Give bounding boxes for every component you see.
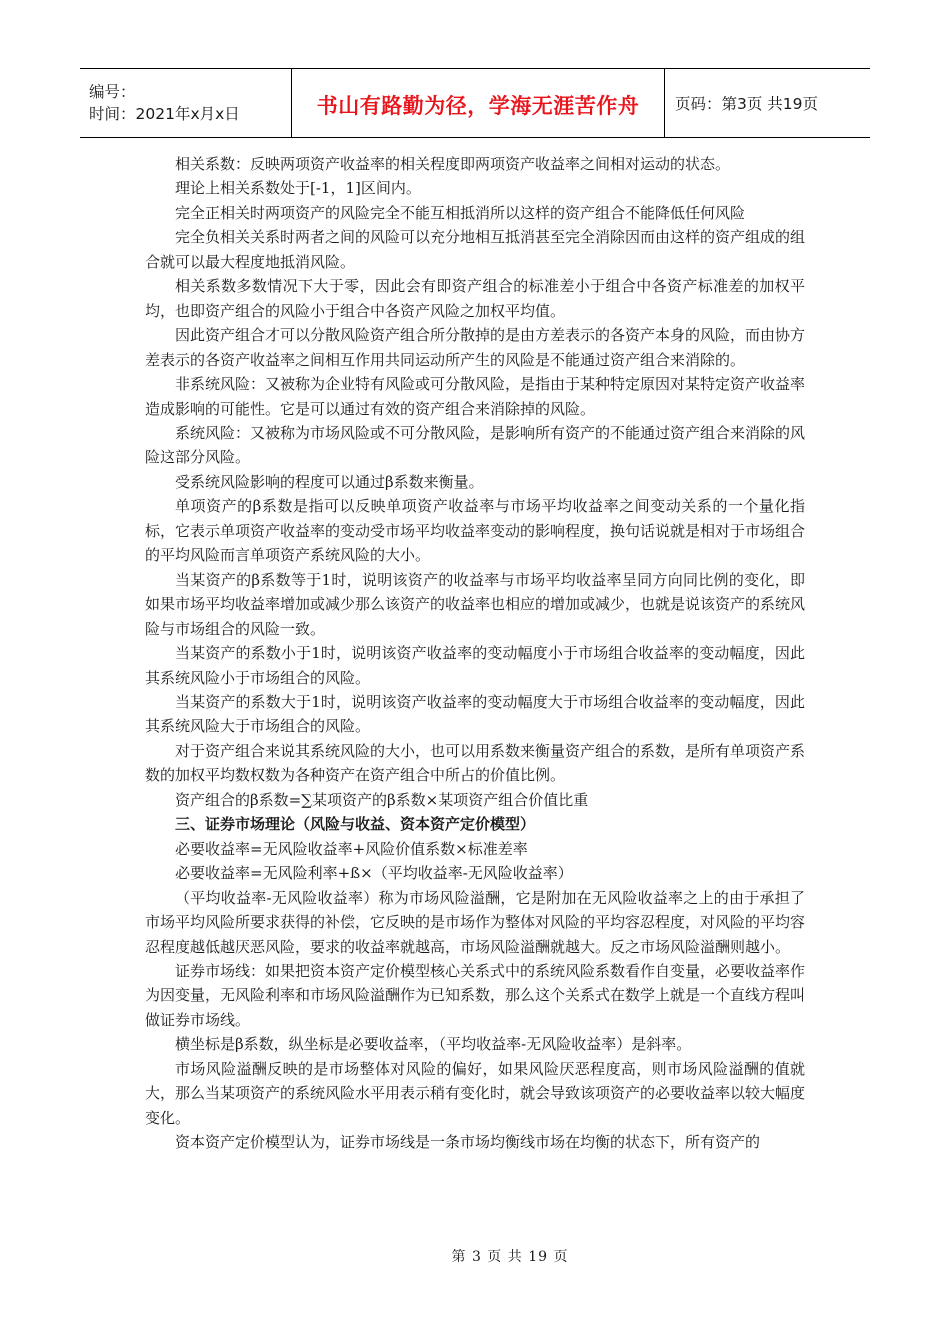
body-paragraph: 证券市场线：如果把资本资产定价模型核心关系式中的系统风险系数看作自变量，必要收益率作为因变量，无风险利率和市场风险溢酬作为已知系数，那么这个关系式在数学上就是一个直线方程叫做证券市场线。 <box>145 961 806 1029</box>
header-page-info: 页码：第3页 共19页 <box>675 95 819 113</box>
body-paragraph: 单项资产的β系数是指可以反映单项资产收益率与市场平均收益率之间变动关系的一个量化指标，它表示单项资产收益率的变动受市场平均收益率变动的影响程度，换句话说就是相对于市场组合的平均风险而言单项资产系统风险的大小。 <box>145 497 806 565</box>
body-paragraph: 横坐标是β系数，纵坐标是必要收益率，（平均收益率-无风险收益率）是斜率。 <box>175 1035 692 1054</box>
page-header <box>80 68 870 138</box>
body-paragraph: 相关系数多数情况下大于零，因此会有即资产组合的标准差小于组合中各资产标准差的加权平均，也即资产组合的风险小于组合中各资产风险之加权平均值。 <box>145 277 805 320</box>
date-label: 时间：2021年x月x日 <box>89 105 240 123</box>
footer-page-number: 第 3 页 共 19 页 <box>451 1249 569 1265</box>
body-paragraph: 当某资产的系数大于1时，说明该资产收益率的变动幅度大于市场组合收益率的变动幅度，因此其系统风险大于市场组合的风险。 <box>145 692 805 736</box>
body-paragraph: 当某资产的系数小于1时，说明该资产收益率的变动幅度小于市场组合收益率的变动幅度，因此其系统风险小于市场组合的风险。 <box>145 644 805 687</box>
body-paragraph: 系统风险：又被称为市场风险或不可分散风险，是影响所有资产的不能通过资产组合来消除的风险这部分风险。 <box>145 423 806 467</box>
body-paragraph: 相关系数：反映两项资产收益率的相关程度即两项资产收益率之间相对运动的状态。 <box>175 155 731 173</box>
body-paragraph: 资本资产定价模型认为，证券市场线是一条市场均衡线市场在均衡的状态下，所有资产的 <box>175 1133 761 1152</box>
body-paragraph: 因此资产组合才可以分散风险资产组合所分散掉的是由方差表示的各资产本身的风险，而由协方差表示的各资产收益率之间相互作用共同运动所产生的风险是不能通过资产组合来消除的。 <box>145 326 806 369</box>
document-body <box>145 152 805 1155</box>
body-paragraph: 当某资产的β系数等于1时，说明该资产的收益率与市场平均收益率呈同方向同比例的变化，即如果市场平均收益率增加或减少那么该资产的收益率也相应的增加或减少，也就是说该资产的系统风险与市场组合的风险一致。 <box>145 570 806 638</box>
header-motto-cell <box>292 69 665 137</box>
body-paragraph: 完全负相关关系时两者之间的风险可以充分地相互抵消甚至完全消除因而由这样的资产组成的组合就可以最大程度地抵消风险。 <box>145 228 806 271</box>
body-paragraph: 必要收益率=无风险收益率+风险价值系数×标准差率 <box>175 839 528 858</box>
body-paragraph: 非系统风险：又被称为企业特有风险或可分散风险，是指由于某种特定原因对某特定资产收益率造成影响的可能性。它是可以通过有效的资产组合来消除掉的风险。 <box>145 375 806 418</box>
page-footer <box>0 1246 950 1266</box>
body-paragraph: 完全正相关时两项资产的风险完全不能互相抵消所以这样的资产组合不能降低任何风险 <box>175 203 746 222</box>
body-paragraph: 市场风险溢酬反映的是市场整体对风险的偏好，如果风险厌恶程度高，则市场风险溢酬的值就大，那么当某项资产的系统风险水平用表示稍有变化时，就会导致该项资产的必要收益率以较大幅度变化。 <box>145 1059 806 1127</box>
section-heading: 三、证券市场理论（风险与收益、资本资产定价模型） <box>175 815 536 834</box>
body-paragraph: （平均收益率-无风险收益率）称为市场风险溢酬，它是附加在无风险收益率之上的由于承担了市场平均风险所要求获得的补偿，它反映的是市场作为整体对风险的平均容忍程度，对风险的平均容忍程度越低越厌恶风险，要求的收益率就越高，市场风险溢酬就越大。反之市场风险溢酬则越小。 <box>145 888 806 956</box>
body-paragraph: 资产组合的β系数=∑某项资产的β系数×某项资产组合价值比重 <box>175 790 589 809</box>
header-meta <box>80 69 292 137</box>
doc-number-label: 编号： <box>89 83 136 101</box>
body-paragraph: 理论上相关系数处于[-1，1]区间内。 <box>175 179 421 198</box>
header-motto: 书山有路勤为径，学海无涯苦作舟 <box>316 94 640 118</box>
body-paragraph: 受系统风险影响的程度可以通过β系数来衡量。 <box>175 472 484 491</box>
body-paragraph: 对于资产组合来说其系统风险的大小，也可以用系数来衡量资产组合的系数，是所有单项资产系数的加权平均数权数为各种资产在资产组合中所占的价值比例。 <box>145 741 806 785</box>
body-paragraph: 必要收益率=无风险利率+ß×（平均收益率-无风险收益率） <box>175 864 573 883</box>
